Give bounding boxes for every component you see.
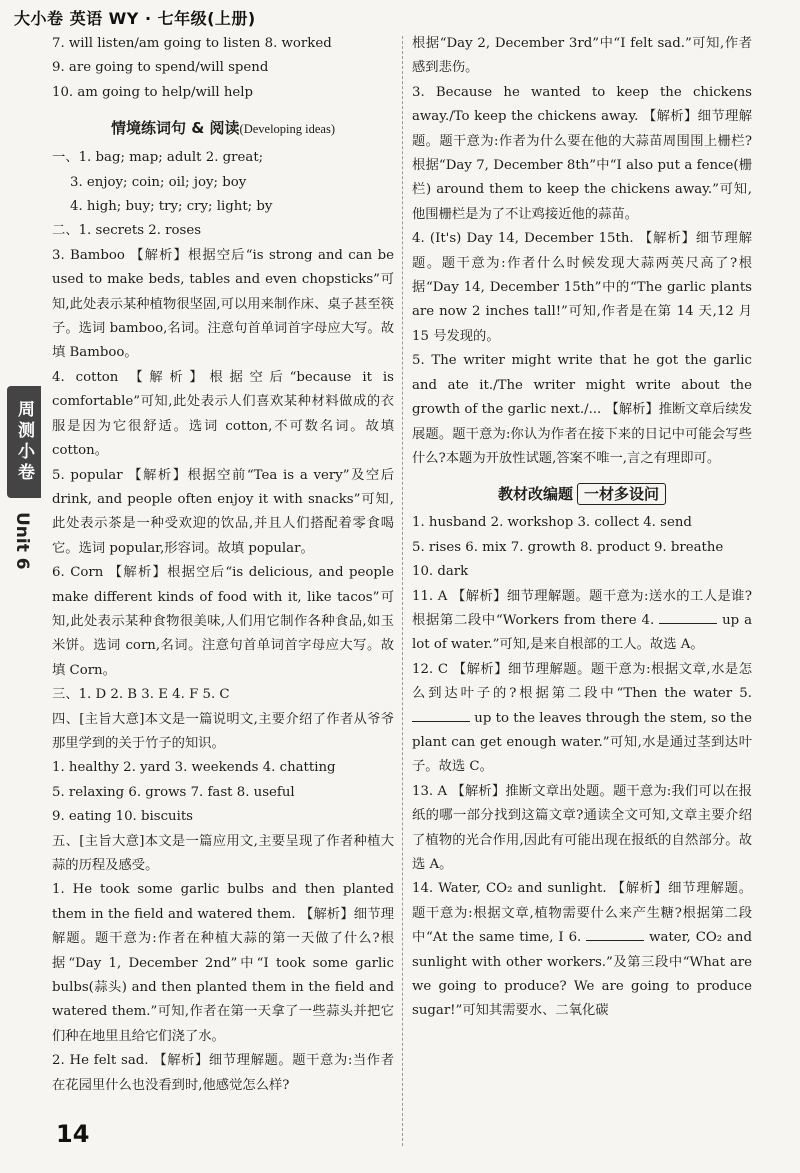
answer-line: 3. enjoy; coin; oil; joy; boy [70, 174, 247, 190]
section-title-text: 教材改编题 [497, 485, 573, 504]
section-title [52, 115, 394, 142]
summary-note: 五、[主旨大意]本文是一篇应用文,主要呈现了作者种植大蒜的历程及感受。 [52, 833, 394, 873]
section-subtitle: (Developing ideas) [239, 122, 335, 137]
answer-item: 13. A 【解析】推断文章出处题。题干意为:我们可以在报纸的哪一部分找到这篇文章?通读全文可知,文章主要介绍了植物的光合作用,因此有可能出现在报纸的自然部分。故选 A。 [412, 783, 752, 872]
side-unit-label: Unit 6 [12, 512, 32, 570]
section-tag: 一材多设问 [577, 483, 666, 505]
answer-text: water, CO₂ and sunlight with other workers.”及第三段中“What are we going to produce? We are going to produce sugar!”可知其需要水、二氧化碳 [412, 930, 753, 1019]
answer-item: 6. Corn 【解析】根据空后“is delicious, and people make different kinds of food with it, like tacos”可知,此处表示某种食物很美味,人们用它制作各种食品,如玉米饼。选词 corn,名词。注意句首单词首字母应大写。故填 Corn。 [52, 565, 394, 678]
blank-line [586, 926, 644, 941]
answer-line: 1. healthy 2. yard 3. weekends 4. chatting [52, 760, 336, 776]
left-column [52, 32, 394, 1098]
answer-item [412, 585, 752, 658]
answer-item: 4. (It's) Day 14, December 15th. 【解析】细节理解题。题干意为:作者什么时候发现大蒜两英尺高了?根据“Day 14, December 15th”中的“The garlic plants are now 2 inches tall!”可知,作者是在第 14 天,12 月 15 号发现的。 [412, 231, 752, 344]
answer-line: 9. are going to spend/will spend [52, 60, 269, 76]
section-title-text: 情境练词句 & 阅读 [111, 119, 240, 138]
side-tab: 周测小卷 [7, 386, 41, 498]
blank-line [412, 707, 470, 722]
answer-text: 11. A 【解析】细节理解题。题干意为:送水的工人是谁?根据第二段中“Workers from there 4. [412, 588, 752, 628]
answer-item: 5. The writer might write that he got the garlic and ate it./The writer might write about the growth of the garlic next./... 【解析】推断文章后续发展题。题干意为:你认为作者在接下来的日记中可能会写些什么?本题为开放性试题,答案不唯一,言之有理即可。 [412, 353, 752, 466]
answer-line: 7. will listen/am going to listen 8. worked [52, 36, 332, 51]
answer-item: 1. He took some garlic bulbs and then planted them in the field and watered them. 【解析】细节理解题。题干意为:作者在种植大蒜的第一天做了什么?根据“Day 1, December 2nd”中“I took some garlic bulbs(蒜头) and then planted them in the field and watered them.”可知,作者在第一天拿了一些蒜头并把它们种在地里且给它们浇了水。 [52, 882, 394, 1044]
answer-line: 二、1. secrets 2. roses [52, 223, 202, 239]
answer-item [412, 658, 752, 780]
answer-item: 根据“Day 2, December 3rd”中“I felt sad.”可知,作者感到悲伤。 [412, 36, 752, 76]
page-number: 14 [56, 1120, 90, 1148]
right-column [412, 32, 752, 1024]
answer-line: 10. am going to help/will help [52, 84, 254, 100]
answer-line: 1. husband 2. workshop 3. collect 4. send [412, 515, 692, 531]
answer-item: 3. Bamboo 【解析】根据空后“is strong and can be used to make beds, tables and even chopsticks”可知,此处表示某种植物很坚固,可以用来制作床、桌子甚至筷子。选词 bamboo,名词。注意句首单词首字母应大写。故填 Bamboo。 [52, 247, 394, 361]
answer-line: 5. relaxing 6. grows 7. fast 8. useful [52, 784, 295, 800]
blank-line [659, 609, 717, 624]
column-divider [402, 36, 403, 1146]
answer-text: up a lot of water.”可知,是来自根部的工人。故选 A。 [412, 612, 753, 653]
answer-item [412, 877, 752, 1023]
answer-text: 14. Water, CO₂ and sunlight. 【解析】细节理解题。题干意为:根据文章,植物需要什么来产生糖?根据第二段中“At the same time, I 6. [412, 881, 752, 946]
section-title [412, 481, 752, 507]
answer-line: 9. eating 10. biscuits [52, 809, 194, 825]
answer-text: up to the leaves through the stem, so the plant can get enough water.”可知,水是通过茎到达叶子。故选 C。 [412, 710, 752, 775]
answer-line: 5. rises 6. mix 7. growth 8. product 9. breathe [412, 539, 724, 555]
answer-line: 三、1. D 2. B 3. E 4. F 5. C [52, 687, 230, 703]
answer-line: 4. high; buy; try; cry; light; by [70, 199, 273, 215]
answer-text: 12. C 【解析】细节理解题。题干意为:根据文章,水是怎么到达叶子的?根据第二段中“Then the water 5. [412, 661, 752, 702]
answer-line: 一、1. bag; map; adult 2. great; [52, 150, 264, 166]
summary-note: 四、[主旨大意]本文是一篇说明文,主要介绍了作者从爷爷那里学到的关于竹子的知识。 [52, 711, 394, 751]
answer-item: 5. popular 【解析】根据空前“Tea is a very”及空后 drink, and people often enjoy it with snacks”可知,此处表示茶是一种受欢迎的饮品,并且人们搭配着零食喝它。选词 popular,形容词。故填 popular。 [52, 467, 394, 556]
book-header: 大小卷 英语 WY · 七年级(上册) [14, 9, 256, 28]
answer-item: 3. Because he wanted to keep the chickens away./To keep the chickens away. 【解析】细节理解题。题干意为:作者为什么要在他的大蒜苗周围围上栅栏?根据“Day 7, December 8th”中“I also put a fence(栅栏) around them to keep the chickens away.”可知,他围栅栏是为了不让鸡接近他的蒜苗。 [412, 84, 752, 222]
answer-item: 4. cotton 【解析】根据空后“because it is comfortable”可知,此处表示人们喜欢某种材料做成的衣服是因为它很舒适。选词 cotton,不可数名词。故填 cotton。 [52, 369, 394, 459]
answer-item: 2. He felt sad. 【解析】细节理解题。题干意为:当作者在花园里什么也没看到时,他感觉怎么样? [52, 1053, 394, 1093]
answer-line: 10. dark [412, 564, 469, 580]
